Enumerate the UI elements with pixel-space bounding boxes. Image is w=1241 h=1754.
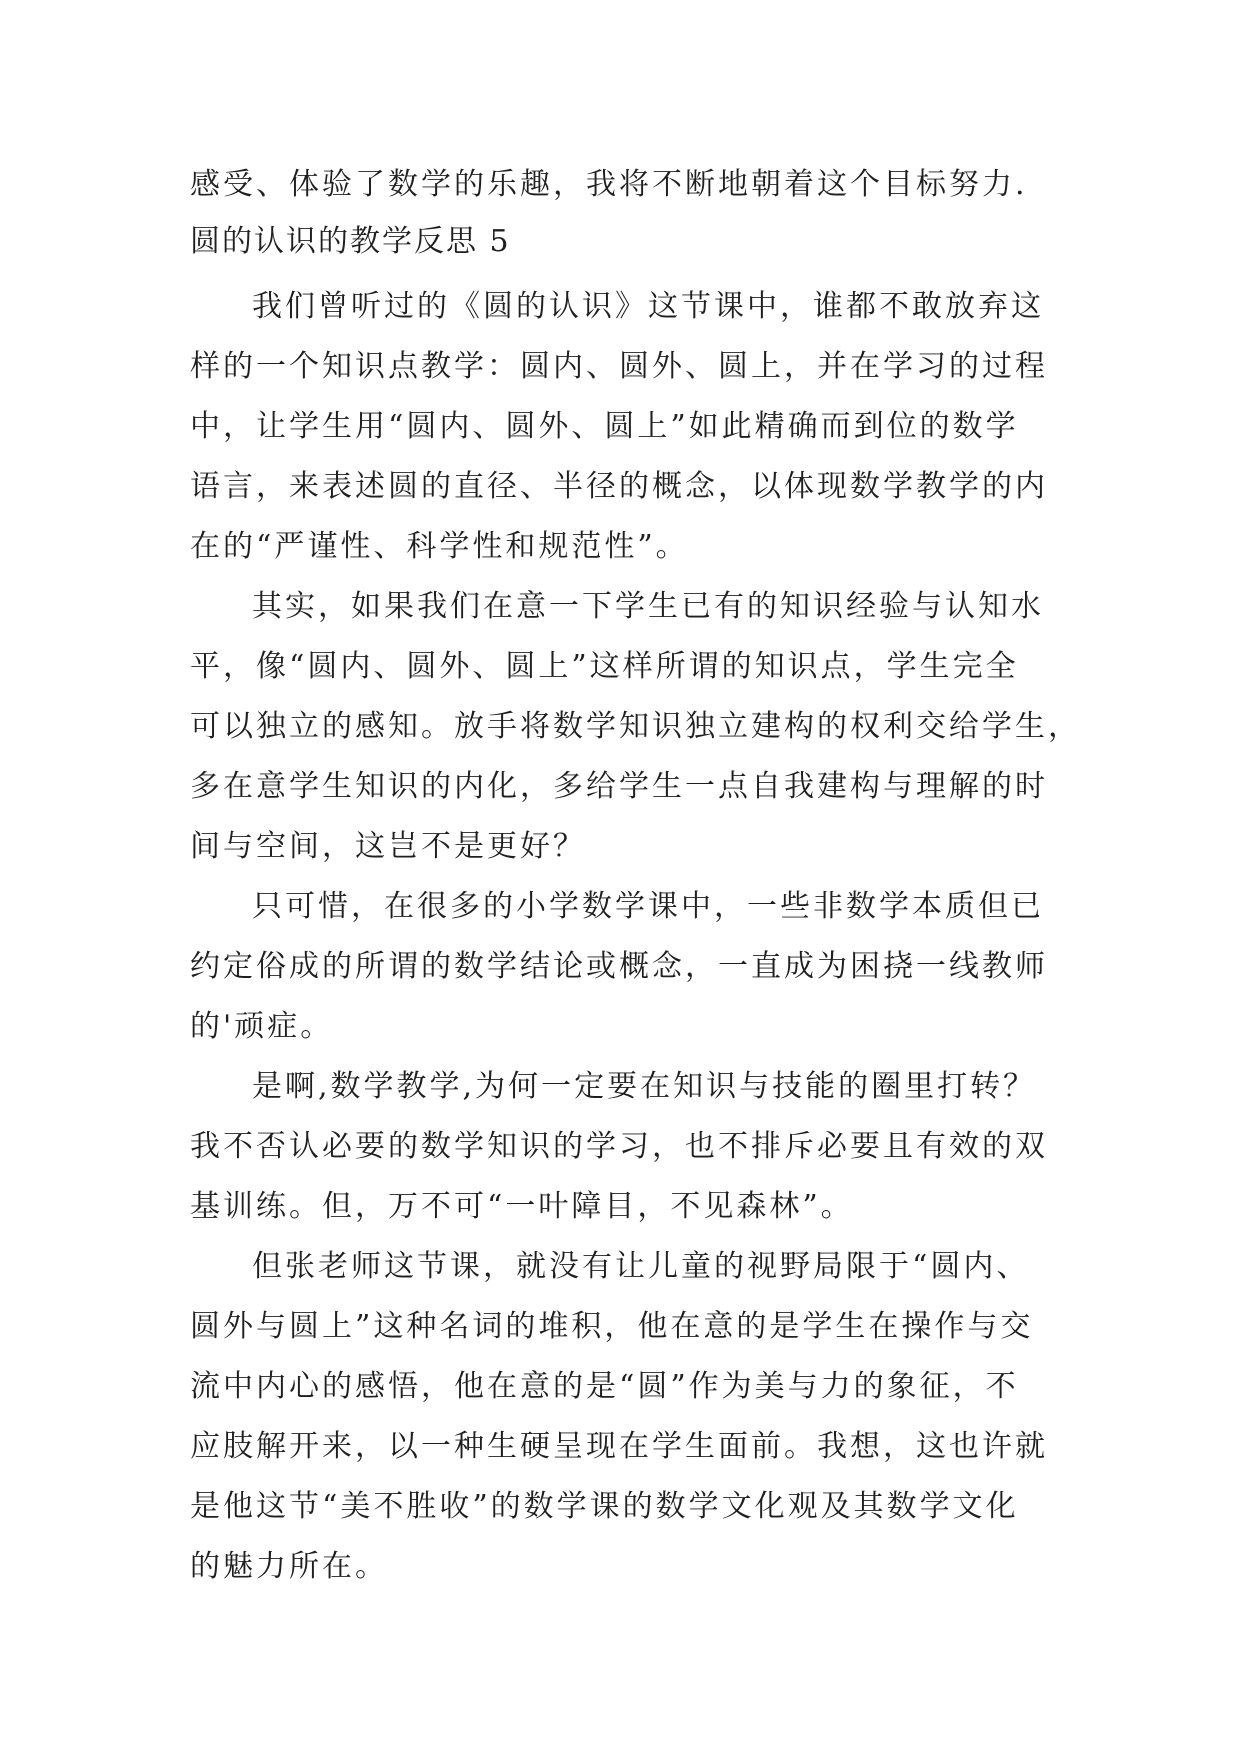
paragraph-2-line-1: 其实，如果我们在意一下学生已有的知识经验与认知水 [252, 589, 1044, 624]
paragraph-5-line-4: 应肢解开来，以一种生硬呈现在学生面前。我想，这也许就 [190, 1429, 1048, 1464]
paragraph-5-line-1: 但张老师这节课，就没有让儿童的视野局限于“圆内、 [252, 1249, 1030, 1284]
paragraph-3-line-3: 的'顽症。 [190, 1009, 334, 1044]
paragraph-2-line-3: 可以独立的感知。放手将数学知识独立建构的权利交给学生， [190, 709, 1081, 744]
paragraph-4-line-2: 我不否认必要的数学知识的学习，也不排斥必要且有效的双 [190, 1129, 1048, 1164]
paragraph-5-line-3: 流中内心的感悟，他在意的是“圆”作为美与力的象征，不 [190, 1369, 1019, 1404]
paragraph-1-line-5: 在的“严谨性、科学性和规范性”。 [190, 529, 689, 564]
section-title: 圆的认识的教学反思 5 [190, 224, 511, 259]
paragraph-5-line-6: 的魅力所在。 [190, 1549, 388, 1584]
paragraph-5-line-2: 圆外与圆上”这种名词的堆积，他在意的是学生在操作与交 [190, 1309, 1034, 1344]
paragraph-1-line-4: 语言，来表述圆的直径、半径的概念，以体现数学教学的内 [190, 469, 1048, 504]
paragraph-1-line-3: 中，让学生用“圆内、圆外、圆上”如此精确而到位的数学 [190, 409, 1019, 444]
text-line: 感受、体验了数学的乐趣，我将不断地朝着这个目标努力. [190, 167, 1028, 202]
paragraph-3-line-1: 只可惜，在很多的小学数学课中，一些非数学本质但已 [252, 889, 1044, 924]
paragraph-5-line-5: 是他这节“美不胜收”的数学课的数学文化观及其数学文化 [190, 1489, 1019, 1524]
document-body [190, 155, 1081, 1597]
paragraph-4-line-3: 基训练。但，万不可“一叶障目，不见森林”。 [190, 1189, 854, 1224]
paragraph-2-line-2: 平，像“圆内、圆外、圆上”这样所谓的知识点，学生完全 [190, 649, 1019, 684]
paragraph-3-line-2: 约定俗成的所谓的数学结论或概念，一直成为困挠一线教师 [190, 949, 1048, 984]
paragraph-1-line-2: 样的一个知识点教学：圆内、圆外、圆上，并在学习的过程 [190, 349, 1048, 384]
paragraph-4-line-1: 是啊,数学教学,为何一定要在知识与技能的圈里打转？ [252, 1069, 1037, 1104]
paragraph-2-line-4: 多在意学生知识的内化，多给学生一点自我建构与理解的时 [190, 769, 1048, 804]
paragraph-2-line-5: 间与空间，这岂不是更好？ [190, 829, 586, 864]
paragraph-1-line-1: 我们曾听过的《圆的认识》这节课中，谁都不敢放弃这 [252, 289, 1044, 324]
